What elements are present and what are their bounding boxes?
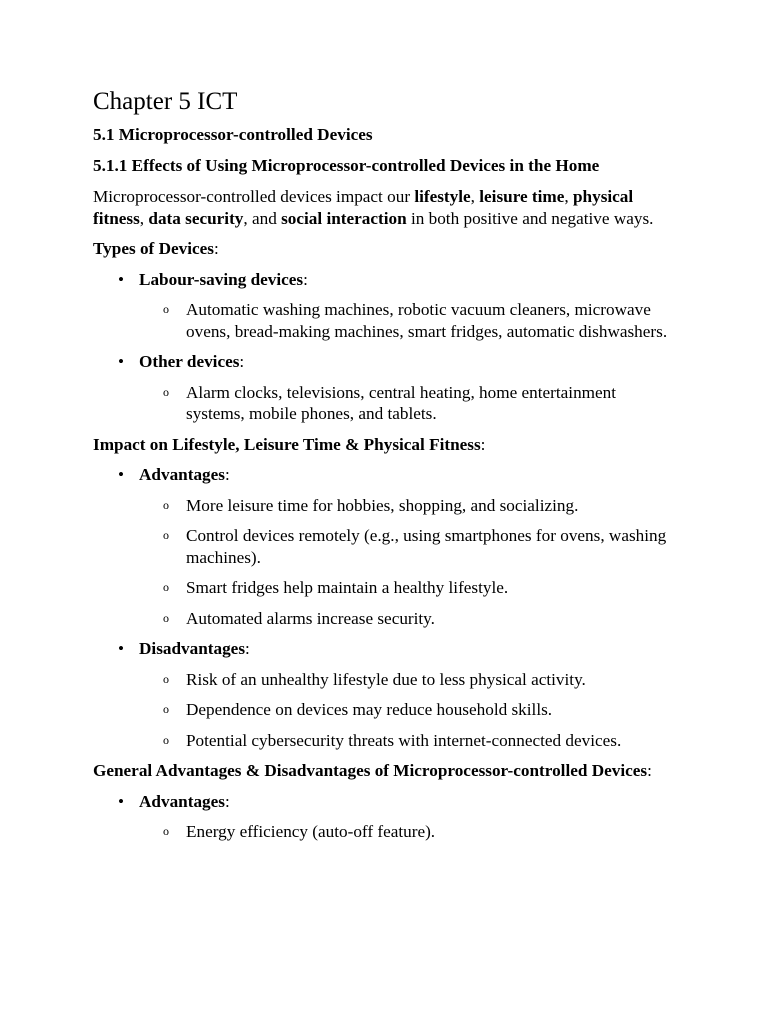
impact-heading <box>93 434 678 456</box>
bullet-icon: • <box>117 352 125 371</box>
impact-list <box>93 464 678 751</box>
sub-list-item-text: More leisure time for hobbies, shopping, and socializing. <box>186 495 579 515</box>
sub-bullet-icon: o <box>163 497 169 512</box>
sub-list-item-text: Energy efficiency (auto-off feature). <box>186 822 436 841</box>
sub-list <box>139 821 678 843</box>
intro-text: Microprocessor-controlled devices impact our <box>93 187 415 206</box>
sub-list-item-text: Automatic washing machines, robotic vacuum cleaners, microwave ovens, bread-making machines, smart fridges, automatic dishwashers. <box>186 300 668 341</box>
sub-bullet-icon: o <box>163 302 169 316</box>
list-item-label: Other devices <box>139 352 240 371</box>
types-heading-label: Types of Devices <box>93 239 214 258</box>
sub-list-item-text: Automated alarms increase security. <box>186 608 435 628</box>
sub-list-item <box>139 495 678 517</box>
list-item-label: Advantages <box>139 791 225 811</box>
sub-bullet-icon: o <box>163 732 169 747</box>
types-list <box>93 269 678 425</box>
sub-list <box>139 495 678 630</box>
colon: : <box>647 761 652 780</box>
document-page <box>93 86 678 852</box>
sub-list-item <box>139 577 678 599</box>
intro-paragraph <box>93 186 678 229</box>
general-heading-label: General Advantages & Disadvantages of Microprocessor-controlled Devices <box>93 761 648 780</box>
list-item-label: Disadvantages <box>139 639 246 658</box>
sub-bullet-icon: o <box>163 824 169 838</box>
sub-list-item <box>139 608 678 630</box>
sub-list-item <box>139 525 678 568</box>
intro-lifestyle: lifestyle <box>414 187 471 206</box>
sub-bullet-icon: o <box>163 528 169 542</box>
sub-list <box>139 299 678 342</box>
subsection-heading: 5.1.1 Effects of Using Microprocessor-controlled Devices in the Home <box>93 156 600 175</box>
impact-heading-label: Impact on Lifestyle, Leisure Time & Physical Fitness <box>93 434 481 454</box>
intro-sep: , and <box>243 208 282 228</box>
section-heading: 5.1 Microprocessor-controlled Devices <box>93 125 373 144</box>
colon: : <box>239 352 245 371</box>
sub-list-item-text: Smart fridges help maintain a healthy lifestyle. <box>186 578 509 597</box>
sub-bullet-icon: o <box>163 384 169 399</box>
sub-list-item-text: Alarm clocks, televisions, central heating, home entertainment systems, mobile phones, and tablets. <box>186 382 617 423</box>
colon: : <box>480 434 486 454</box>
sub-list-item-text: Potential cybersecurity threats with internet-connected devices. <box>186 730 622 750</box>
list-item-label: Labour-saving devices <box>139 269 304 289</box>
list-item-label: Advantages <box>139 465 225 484</box>
list-item <box>93 464 678 629</box>
intro-sep: , <box>139 208 149 228</box>
bullet-icon: • <box>117 465 125 484</box>
types-heading <box>93 238 678 260</box>
sub-list-item <box>139 821 678 843</box>
sub-bullet-icon: o <box>163 671 169 686</box>
list-item <box>93 351 678 425</box>
intro-sep: , <box>564 187 573 206</box>
sub-list-item <box>139 699 678 721</box>
intro-physical-fitness: physical fitness <box>93 187 634 228</box>
colon: : <box>245 639 250 658</box>
general-list <box>93 791 678 843</box>
general-heading <box>93 760 678 782</box>
colon: : <box>224 465 230 484</box>
colon: : <box>213 239 219 258</box>
intro-sep: , <box>470 187 480 206</box>
sub-bullet-icon: o <box>163 702 169 716</box>
sub-list-item <box>139 669 678 691</box>
sub-list-item-text: Control devices remotely (e.g., using smartphones for ovens, washing machines). <box>186 526 667 567</box>
sub-list-item <box>139 299 678 342</box>
intro-text-end: in both positive and negative ways. <box>406 208 654 228</box>
bullet-icon: • <box>117 791 125 811</box>
list-item <box>93 791 678 843</box>
bullet-icon: • <box>117 639 125 658</box>
sub-bullet-icon: o <box>163 580 169 594</box>
sub-list-item <box>139 382 678 425</box>
colon: : <box>303 269 308 289</box>
list-item <box>93 638 678 751</box>
intro-social-interaction: social interaction <box>281 208 407 228</box>
intro-data-security: data security <box>148 208 244 228</box>
document-title: Chapter 5 ICT <box>93 88 238 115</box>
bullet-icon: • <box>117 269 125 289</box>
sub-list-item-text: Risk of an unhealthy lifestyle due to less physical activity. <box>186 669 586 689</box>
list-item <box>93 269 678 343</box>
sub-list-item-text: Dependence on devices may reduce household skills. <box>186 700 553 719</box>
sub-list <box>139 382 678 425</box>
intro-leisure-time: leisure time <box>479 187 565 206</box>
sub-list <box>139 669 678 752</box>
sub-bullet-icon: o <box>163 610 169 625</box>
sub-list-item <box>139 730 678 752</box>
colon: : <box>224 791 230 811</box>
